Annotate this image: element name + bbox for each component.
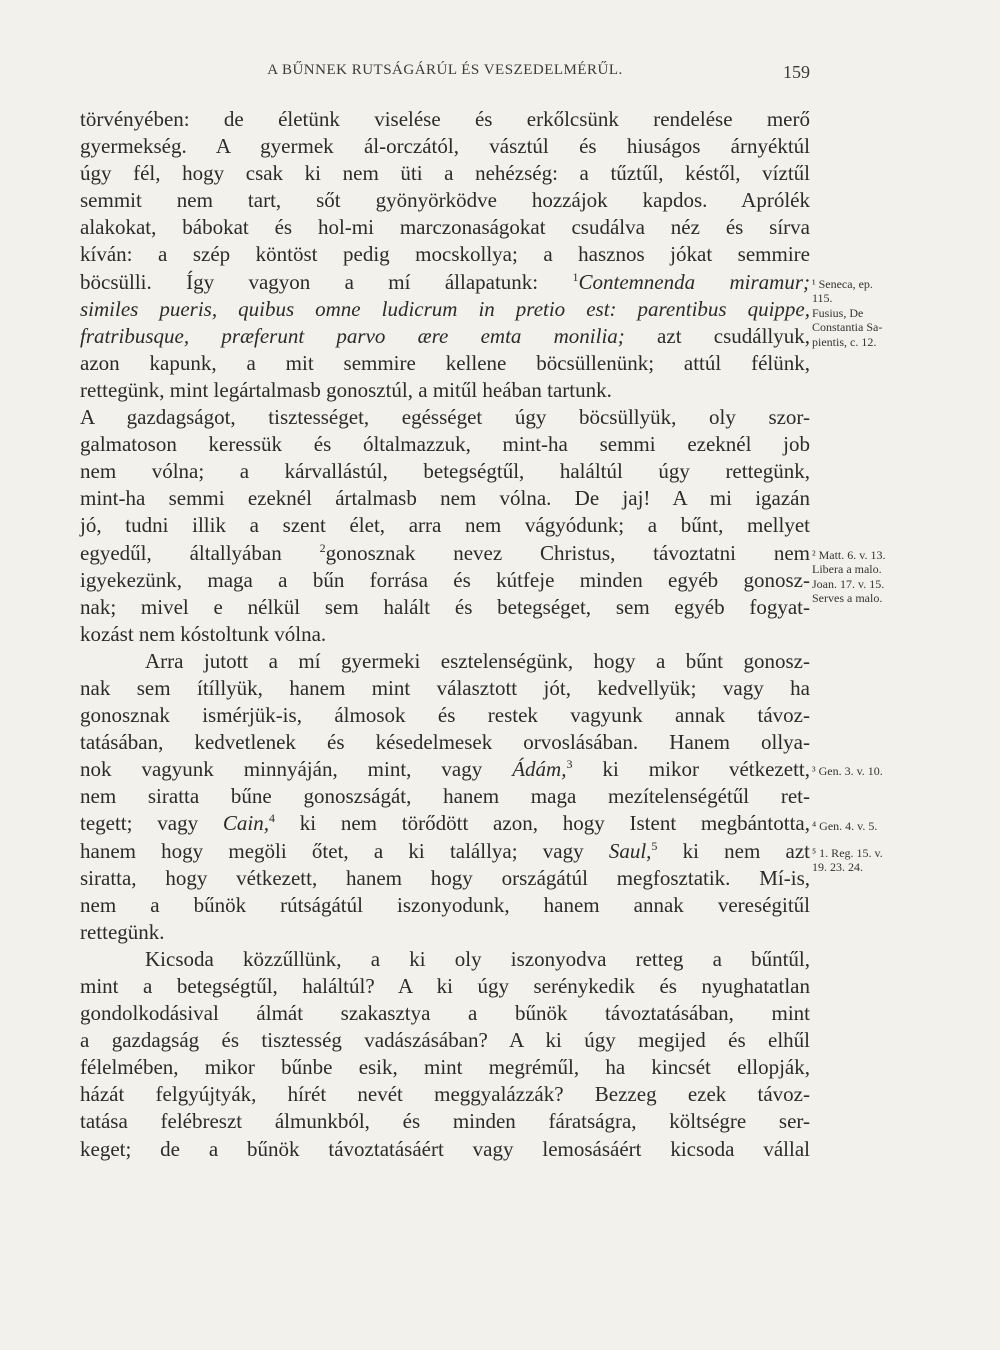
text-segment: A gazdagságot, tisztességet, egésséget úgy böcsüllyük, oly szor- — [80, 405, 810, 430]
text-line — [80, 1054, 810, 1081]
text-segment: úgy fél, hogy csak ki nem üti a nehézség: a tűztűl, késtől, víztűl — [80, 161, 810, 186]
text-line — [80, 241, 810, 268]
text-segment: rettegünk, mint legártalmasb gonosztúl, a mitűl heában tartunk. — [80, 377, 612, 402]
text-segment: nak sem ítíllyük, hanem mint választott jót, kedvellyük; vagy ha — [80, 675, 810, 700]
text-segment: semmit nem tart, sőt gyönyörködve hozzájok kapdos. Aprólék — [80, 188, 810, 213]
margin-note-line: Joan. 17. v. 15. — [812, 576, 885, 591]
text-line — [80, 512, 810, 539]
text-segment: tegett; vagy — [80, 811, 223, 836]
text-segment: keget; de a bűnök távoztatásáért vagy lemosásáért kicsoda vállal — [80, 1136, 810, 1161]
text-segment: rettegünk. — [80, 919, 165, 944]
text-line — [80, 296, 810, 323]
text-line — [80, 675, 810, 702]
text-segment: Saul, — [608, 838, 652, 863]
text-line — [80, 485, 810, 512]
text-line — [80, 1081, 810, 1108]
margin-note-line: Libera a malo. — [812, 562, 882, 577]
text-line — [80, 946, 810, 973]
footnote-marker: 4 — [268, 811, 275, 826]
text-segment: nem siratta bűne gonoszságát, hanem maga mezítelenségétűl ret- — [80, 784, 810, 809]
page-number: 159 — [783, 62, 810, 82]
margin-note-line: ³ Gen. 3. v. 10. — [812, 764, 883, 779]
text-line — [80, 783, 810, 810]
text-line — [80, 973, 810, 1000]
text-segment: fratribusque, præferunt parvo ære emta monilia; — [80, 323, 625, 348]
text-segment: nok vagyunk minnyáján, mint, vagy — [80, 757, 513, 782]
text-segment: siratta, hogy vétkezett, hanem hogy országátúl megfosztatik. Mí-is, — [80, 865, 810, 890]
text-line — [80, 567, 810, 594]
text-segment: similes pueris, quibus omne ludicrum in pretio est: parentibus quippe, — [80, 296, 810, 321]
text-segment: ki nem azt — [657, 838, 810, 863]
text-line — [80, 1108, 810, 1135]
footnote-marker: 1 — [572, 269, 579, 284]
text-segment: hanem hogy megöli őtet, a ki talállya; vagy — [80, 838, 609, 863]
text-line — [80, 756, 810, 783]
text-segment: Kicsoda közzűllünk, a ki oly iszonyodva retteg a bűntűl, — [145, 946, 810, 971]
text-line — [80, 594, 810, 621]
text-segment: tatásában, kedvetlenek és késedelmesek orvoslásában. Hanem ollya- — [80, 730, 810, 755]
margin-note-line: Serves a malo. — [812, 591, 883, 606]
main-text — [80, 106, 810, 1163]
text-segment: nem a bűnök rútságátúl iszonyodunk, hanem annak vereségitűl — [80, 892, 810, 917]
text-line — [80, 1000, 810, 1027]
text-segment: galmatoson keressük és óltalmazzuk, mint-ha semmi ezeknél job — [80, 432, 810, 457]
text-line — [80, 1136, 810, 1163]
text-segment: félelmében, mikor bűnbe esik, mint megréműl, ha kincsét ellopják, — [80, 1055, 810, 1080]
running-title: A BŰNNEK RUTSÁGÁRÚL ÉS VESZEDELMÉRŰL. — [267, 62, 623, 78]
footnote-marker: 3 — [566, 757, 573, 772]
text-segment: alakokat, bábokat és hol-mi marczonaságokat csudálva néz és sírva — [80, 215, 810, 240]
text-segment: Arra jutott a mí gyermeki esztelenségünk, hogy a bűnt gonosz- — [145, 648, 810, 673]
text-line — [80, 1027, 810, 1054]
text-segment: ki nem törődött azon, hogy Istent megbántotta, — [274, 811, 810, 836]
text-line — [80, 919, 810, 946]
text-line — [80, 160, 810, 187]
margin-note-line: Fusius, De — [812, 305, 864, 320]
footnote-marker: 2 — [319, 540, 326, 555]
margin-note-line: pientis, c. 12. — [812, 334, 877, 349]
text-segment: tatása felébreszt álmunkból, és minden fáratságra, költségre ser- — [80, 1109, 810, 1134]
text-line — [80, 323, 810, 350]
text-line — [80, 540, 810, 567]
margin-note-line: 115. — [812, 291, 833, 306]
page-header — [80, 62, 810, 88]
text-line — [80, 648, 810, 675]
text-segment: Cain, — [222, 811, 269, 836]
text-line — [80, 187, 810, 214]
text-line — [80, 214, 810, 241]
text-line — [80, 458, 810, 485]
text-line — [80, 106, 810, 133]
text-line — [80, 838, 810, 865]
text-segment: ki mikor vétkezett, — [572, 757, 810, 782]
text-segment: egyedűl, általlyában — [80, 540, 320, 565]
text-segment: azt csudállyuk, — [624, 323, 810, 348]
footnote-marker: 5 — [651, 838, 658, 853]
text-segment: házát felgyújtyák, hírét nevét meggyalázzák? Bezzeg ezek távoz- — [80, 1082, 810, 1107]
text-line — [80, 350, 810, 377]
text-segment: böcsülli. Így vagyon a mí állapatunk: — [80, 269, 573, 294]
text-segment: gyermekség. A gyermek ál-orczától, vásztúl és hiuságos árnyéktúl — [80, 134, 810, 159]
text-line — [80, 892, 810, 919]
text-line — [80, 702, 810, 729]
text-segment: nak; mivel e nélkül sem halált és betegséget, sem egyéb fogyat- — [80, 594, 810, 619]
text-line — [80, 404, 810, 431]
text-line — [80, 621, 810, 648]
margin-note-line: ² Matt. 6. v. 13. — [812, 547, 886, 562]
text-segment: kíván: a szép köntöst pedig mocskollya; a hasznos jókat semmire — [80, 242, 810, 267]
text-segment: a gazdagság és tisztesség vadászásában? A ki úgy megijed és elhűl — [80, 1028, 810, 1053]
text-segment: gondolkodásival álmát szakasztya a bűnök távoztatásában, mint — [80, 1001, 810, 1026]
text-line — [80, 810, 810, 837]
text-line — [80, 133, 810, 160]
text-segment: mint a betegségtűl, haláltúl? A ki úgy serénykedik és nyughatatlan — [80, 974, 810, 998]
text-line — [80, 431, 810, 458]
text-line — [80, 377, 810, 404]
text-segment: Contemnenda miramur; — [578, 269, 810, 294]
text-segment: Ádám, — [512, 757, 567, 782]
text-segment: nem vólna; a kárvallástúl, betegségtűl, haláltúl úgy rettegünk, — [80, 459, 810, 484]
text-segment: törvényében: de életünk viselése és erkőlcsünk rendelése merő — [80, 107, 810, 131]
text-segment: azon kapunk, a mit semmire kellene böcsüllenünk; attúl félünk, — [80, 350, 810, 375]
text-line — [80, 269, 810, 296]
margin-note-line: ⁴ Gen. 4. v. 5. — [812, 818, 878, 833]
margin-note-line: ¹ Seneca, ep. — [812, 276, 873, 291]
margin-note-line: ⁵ 1. Reg. 15. v. — [812, 845, 883, 860]
text-segment: kozást nem kóstoltunk vólna. — [80, 621, 327, 646]
text-segment: mint-ha semmi ezeknél ártalmasb nem vólna. De jaj! A mi igazán — [80, 486, 810, 511]
text-segment: igyekezünk, maga a bűn forrása és kútfeje minden egyéb gonosz- — [80, 567, 810, 592]
text-segment: gonosznak nevez Christus, távoztatni nem — [325, 540, 810, 565]
margin-note-line: Constantia Sa- — [812, 320, 883, 335]
margin-note-line: 19. 23. 24. — [812, 860, 863, 875]
text-line — [80, 865, 810, 892]
text-line — [80, 729, 810, 756]
text-segment: gonosznak ismérjük-is, álmosok és restek vagyunk annak távoz- — [80, 703, 810, 728]
text-segment: jó, tudni illik a szent élet, arra nem vágyódunk; a bűnt, mellyet — [80, 513, 810, 538]
